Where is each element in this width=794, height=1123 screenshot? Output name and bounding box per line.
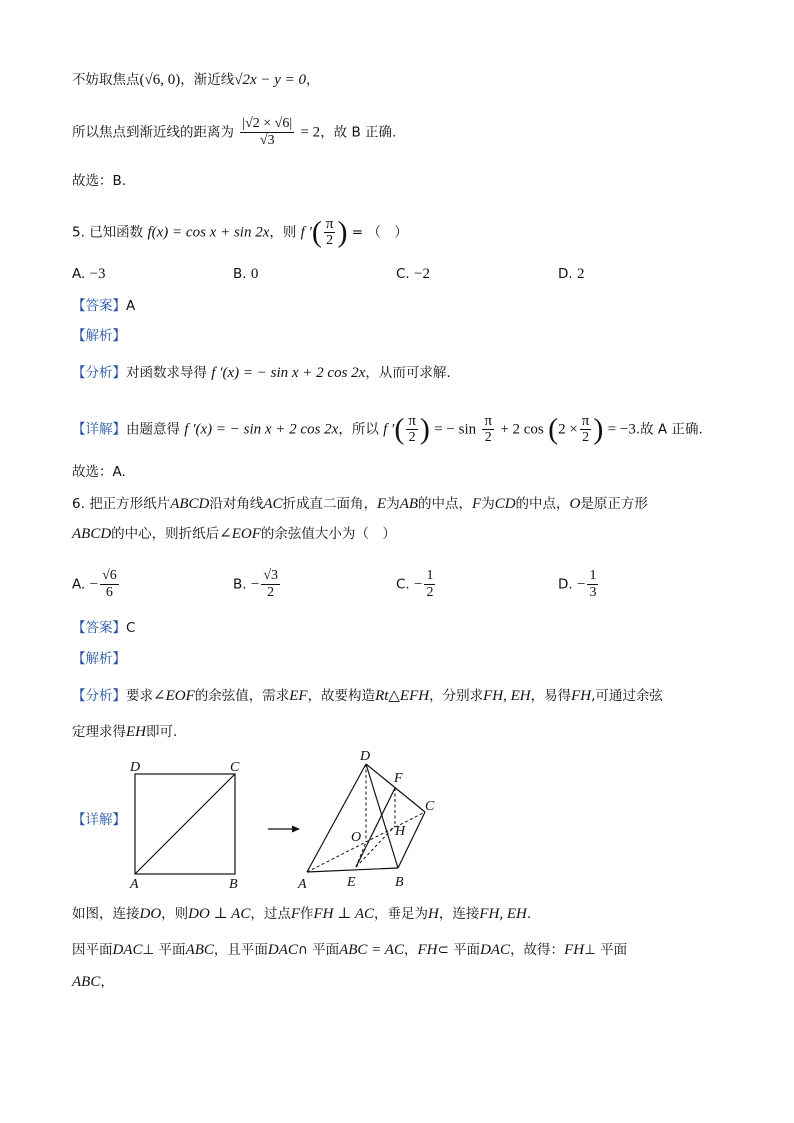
diagonal-ac — [135, 774, 235, 874]
right-paren: ) — [337, 215, 348, 249]
text: 由题意得 — [126, 421, 180, 438]
q5-analysis-tag: 【解析】 — [72, 328, 126, 344]
label-f: F — [394, 771, 403, 786]
label-b: B — [395, 875, 404, 890]
text: ， — [306, 72, 320, 88]
q5-option-a[interactable]: A. −3 — [72, 266, 106, 282]
text-line-2 — [72, 116, 396, 149]
q6-option-d[interactable]: D. − $\frac{1}{3}$ — [558, 568, 597, 600]
text-line-1 — [72, 70, 320, 90]
label-o: O — [351, 830, 362, 845]
math-distance-fraction: $\frac{|√2 \times √6|}{√3}$ — [242, 116, 293, 148]
q6-detail-tag: 【详解】 — [72, 812, 126, 828]
arrow-head — [292, 826, 300, 833]
math-focus-point: (√6, 0) — [139, 72, 181, 88]
q6-option-c[interactable]: C. − $\frac{1}{2}$ — [396, 568, 434, 600]
question-number: 5. — [72, 224, 85, 241]
q6-detail-line-3: ABC， — [72, 974, 114, 990]
text: = （ ） — [351, 224, 408, 241]
text: 对函数求导得 — [126, 365, 207, 381]
text: 已知函数 — [89, 224, 144, 241]
q5-answer — [72, 296, 135, 316]
text: ，从而可求解. — [365, 365, 451, 381]
math-derivative: f ′ — [383, 421, 395, 438]
math-fraction: $\frac{\pi}{2}$ — [325, 216, 334, 248]
geometry-figure — [0, 740, 794, 900]
q6-stem-line-1: 6. 把正方形纸片ABCD沿对角线AC折成直二面角，E为AB的中点，F为CD的中点，O是原正方形 — [72, 496, 648, 512]
q6-answer — [72, 618, 135, 638]
math-term: + 2 cos — [500, 421, 544, 438]
answer-value: A — [126, 298, 136, 314]
q6-analysis-tag: 【解析】 — [72, 651, 126, 667]
q5-select: 故选：A. — [72, 464, 126, 480]
answer-tag: 【答案】 — [72, 298, 126, 314]
math-term: 2 × — [558, 421, 578, 438]
q5-analysis — [72, 363, 451, 383]
label-c: C — [230, 760, 240, 775]
text: 不妨取焦点 — [72, 72, 140, 88]
q6-option-a[interactable]: A. − $\frac{√6}{6}$ — [72, 568, 117, 600]
answer-value: C — [126, 620, 136, 636]
q5-option-c[interactable]: C. −2 — [396, 266, 430, 282]
analysis-tag: 【分析】 — [72, 688, 126, 704]
q6-stem-line-2: ABCD的中心，则折纸后∠EOF的余弦值大小为（ ） — [72, 526, 396, 542]
tetrahedron-edges — [307, 764, 425, 872]
label-h: H — [395, 824, 406, 839]
math-result: = −3 — [607, 421, 636, 438]
label-e: E — [347, 875, 356, 890]
text: ，则 — [269, 224, 297, 241]
q6-detail-line-1: 如图，连接DO，则DO ⊥ AC，过点F作FH ⊥ AC，垂足为H，连接FH, EH. — [72, 906, 532, 922]
tetrahedron-hidden-lines — [307, 764, 425, 872]
math-equals: = 2 — [300, 124, 321, 141]
q6-analysis-line-2: 定理求得EH即可. — [72, 724, 178, 740]
q5-stem — [72, 216, 408, 249]
analysis-tag: 【分析】 — [72, 365, 126, 381]
math-asymptote: √2x − y = 0 — [234, 72, 307, 88]
math-fraction: $\frac{\pi}{2}$ — [484, 413, 493, 445]
math-fraction: $\frac{\pi}{2}$ — [408, 413, 416, 445]
math-function: f(x) = cos x + sin 2x — [147, 224, 270, 241]
q6-analysis-line-1: 【分析】要求∠EOF的余弦值，需求EF，故要构造Rt△EFH，分别求FH, EH，易得FH,可通过余弦 — [72, 688, 663, 704]
label-b: B — [229, 877, 238, 892]
q6-detail-line-2: 因平面DAC⊥ 平面ABC，且平面DAC∩ 平面ABC = AC，FH⊂ 平面DAC，故得：FH⊥ 平面 — [72, 942, 628, 958]
text: ，所以 — [338, 421, 379, 438]
math-derivative: f ′ — [300, 224, 312, 241]
math-derivative-formula: f ′(x) = − sin x + 2 cos 2x — [211, 365, 366, 381]
text: ，故 B 正确. — [320, 124, 397, 141]
answer-tag: 【答案】 — [72, 620, 126, 636]
text: 所以焦点到渐近线的距离为 — [72, 124, 234, 141]
conclusion-line: 故选：B. — [72, 173, 127, 189]
label-c: C — [425, 799, 435, 814]
label-a: A — [130, 877, 139, 892]
label-a: A — [298, 877, 307, 892]
text: .故 A 正确. — [635, 421, 703, 438]
question-number: 6. — [72, 496, 85, 512]
text: ，渐近线 — [180, 72, 235, 88]
q5-option-b[interactable]: B. 0 — [233, 266, 259, 282]
q5-option-d[interactable]: D. 2 — [558, 266, 585, 282]
label-d: D — [360, 749, 371, 764]
q6-option-b[interactable]: B. − $\frac{√3}{2}$ — [233, 568, 279, 600]
q5-detail: 【详解】由题意得 f ′(x) = − sin x + 2 cos 2x，所以 f ′( $\frac{\pi}{2}$ ) = − sin $\frac{\pi}{2}$ + 2 cos (2 × $\frac{\pi}{2}$ ) = −3.故 A 正确. — [72, 412, 703, 446]
math-term: = − sin — [434, 421, 477, 438]
math-derivative-formula: f ′(x) = − sin x + 2 cos 2x — [184, 421, 339, 438]
detail-tag: 【详解】 — [72, 421, 126, 438]
math-fraction: $\frac{\pi}{2}$ — [581, 413, 590, 445]
label-d: D — [130, 760, 141, 775]
left-paren: ( — [311, 215, 322, 249]
